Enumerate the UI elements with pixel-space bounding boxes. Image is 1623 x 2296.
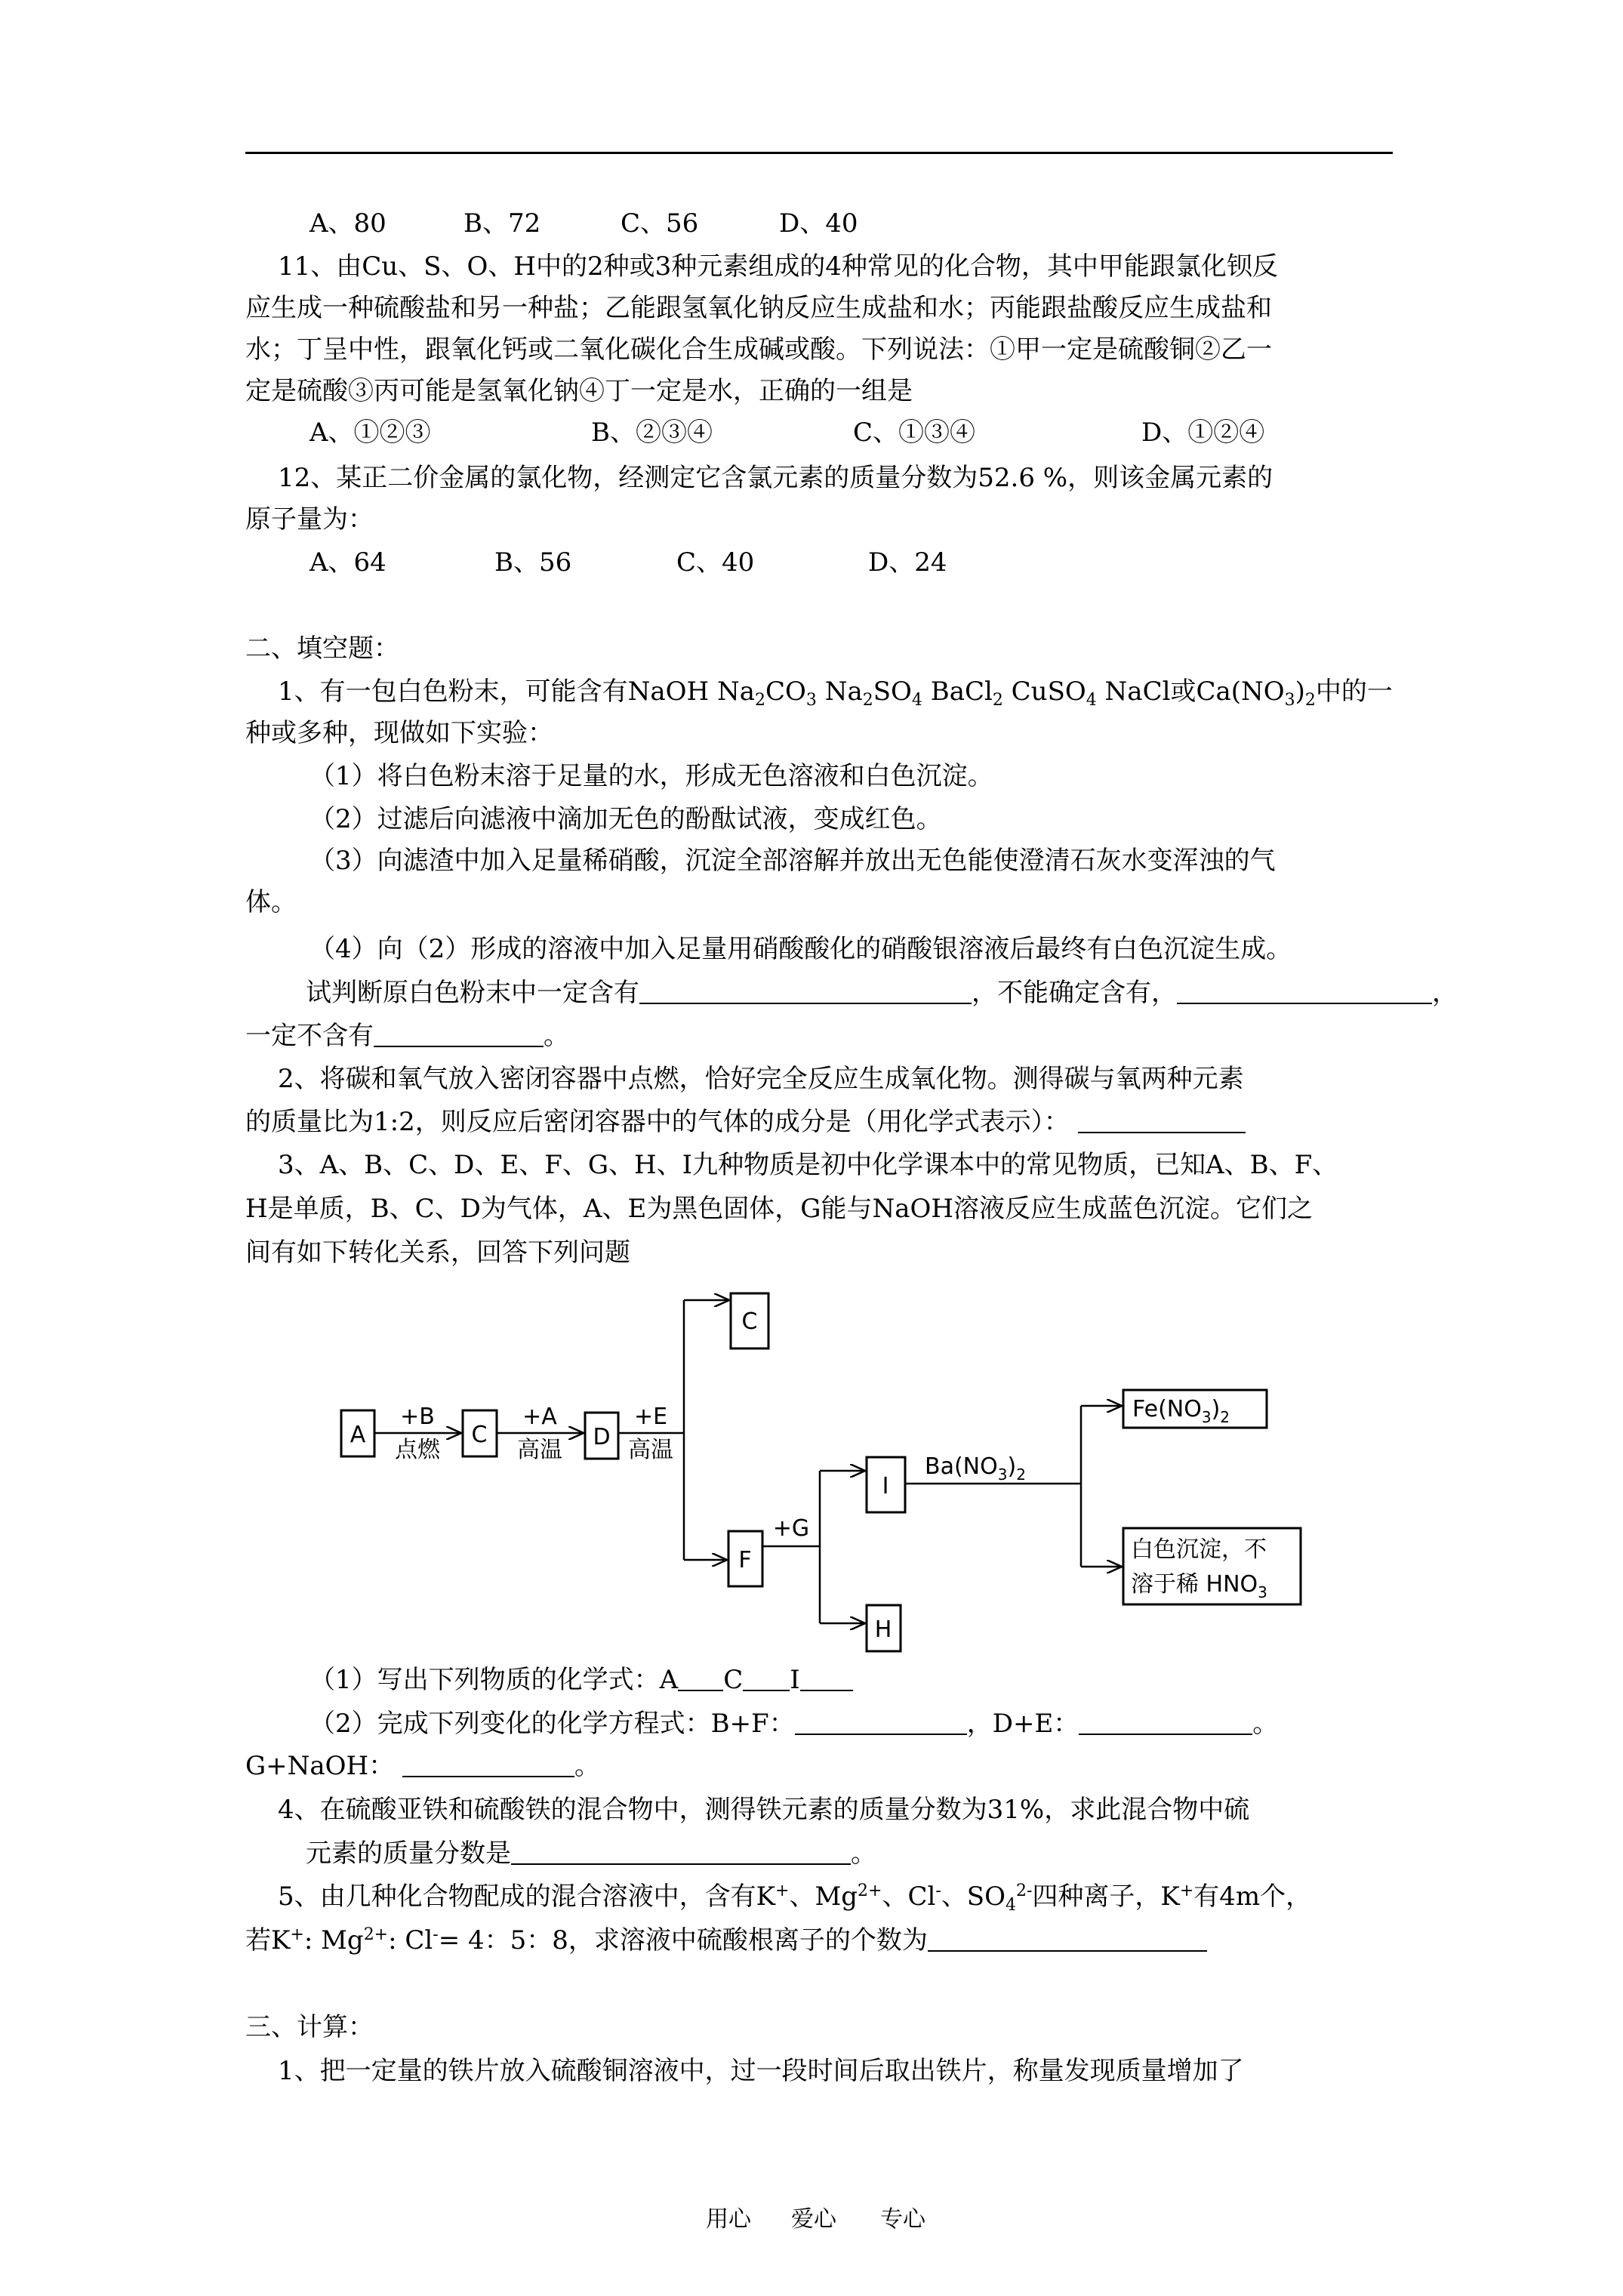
fill-3-q1: （1）写出下列物质的化学式：A C I xyxy=(310,1664,853,1696)
label-ignite: 点燃 xyxy=(395,1437,440,1463)
label-high-temp-2: 高温 xyxy=(628,1437,673,1463)
label-white-precipitate-1: 白色沉淀，不 xyxy=(1131,1536,1267,1563)
answer-blank-g-naoh[interactable] xyxy=(402,1750,574,1777)
fill-1-judge: 试判断原白色粉末中一定含有 ，不能确定含有， ， xyxy=(306,978,1458,1008)
answer-blank-a[interactable] xyxy=(678,1664,723,1691)
fill-3-line-1: 3、A、B、C、D、E、F、G、H、I九种物质是初中化学课本中的常见物质，已知A、B、F、 xyxy=(278,1150,1338,1180)
q10-option-d: D、40 xyxy=(779,208,858,239)
label-a: A xyxy=(350,1422,366,1448)
label-d: D xyxy=(593,1424,611,1450)
footer-word-1: 用心 xyxy=(706,2206,751,2233)
q11-line-2: 应生成一种硫酸盐和另一种盐；乙能跟氢氧化钠反应生成盐和水；丙能跟盐酸反应生成盐和 xyxy=(245,293,1272,323)
q12-option-d: D、24 xyxy=(868,547,947,578)
fill-1-step-3-cont: 体。 xyxy=(245,887,297,917)
fill-1-line-1: 1、有一包白色粉末，可能含有NaOH $Na_2CO_3$ $Na_2SO_4$ BaCl$_2$ CuSO$_4$ NaCl或$Ca(NO_3)_2$中的一 xyxy=(278,676,1393,710)
answer-blank-b-plus-f[interactable] xyxy=(795,1708,967,1735)
q11-line-1: 11、由Cu、S、O、H中的2种或3种元素组成的4种常见的化合物，其中甲能跟氯化钡反 xyxy=(278,251,1278,282)
fill-5-line-2: 若K+: $Mg^{2+}$: Cl-= 4：5：8，求溶液中硫酸根离子的个数为 xyxy=(245,1925,1207,1956)
label-c-top: C xyxy=(741,1308,758,1335)
q10-option-a: A、80 xyxy=(310,208,387,239)
label-plus-g: +G xyxy=(772,1515,810,1542)
fill-1-line-2: 种或多种，现做如下实验： xyxy=(245,718,553,748)
fill-3-q2: （2）完成下列变化的化学方程式：B+F： ，D+E： 。 xyxy=(310,1709,1279,1739)
label-f: F xyxy=(738,1547,752,1573)
fill-3-line-3: 间有如下转化关系，回答下列问题 xyxy=(245,1237,630,1268)
label-plus-e: +E xyxy=(633,1404,668,1430)
label-plus-a: +A xyxy=(522,1404,557,1430)
answer-blank-c[interactable] xyxy=(743,1664,790,1691)
label-high-temp-1: 高温 xyxy=(517,1437,562,1463)
label-barium-nitrate: $Ba(NO_3)_2$ xyxy=(925,1453,1026,1484)
q12-line-1: 12、某正二价金属的氯化物，经测定它含氯元素的质量分数为52.6 %，则该金属元素的 xyxy=(278,463,1273,493)
label-i: I xyxy=(882,1473,889,1499)
q12-option-a: A、64 xyxy=(310,547,387,578)
fill-4-line-2: 元素的质量分数是 。 xyxy=(306,1838,876,1869)
q12-option-b: B、56 xyxy=(494,547,572,578)
section-2-title: 二、填空题： xyxy=(245,633,399,664)
q11-option-a: A、①②③ xyxy=(310,418,431,448)
footer-word-3: 专心 xyxy=(880,2206,925,2233)
label-c: C xyxy=(471,1422,488,1448)
q10-option-b: B、72 xyxy=(463,208,541,239)
fill-2-line-2: 的质量比为1:2，则反应后密闭容器中的气体的成分是（用化学式表示）： xyxy=(245,1106,1246,1138)
section-3-title: 三、计算： xyxy=(245,2012,374,2042)
answer-blank-d-plus-e[interactable] xyxy=(1079,1708,1252,1735)
fill-1-step-2: （2）过滤后向滤液中滴加无色的酚酞试液，变成红色。 xyxy=(310,804,942,834)
q12-line-2: 原子量为： xyxy=(245,504,374,535)
q11-option-b: B、②③④ xyxy=(591,418,713,448)
fill-5-line-1: 5、由几种化合物配成的混合溶液中，含有K+、$Mg^{2+}$、Cl-、$SO_4^{2-}$四种离子，K+有4m个， xyxy=(278,1881,1312,1915)
fill-2-line-1: 2、将碳和氧气放入密闭容器中点燃，恰好完全反应生成氧化物。测得碳与氧两种元素 xyxy=(278,1064,1244,1094)
label-h: H xyxy=(874,1616,892,1643)
q12-option-c: C、40 xyxy=(676,547,755,578)
fill-1-step-3: （3）向滤渣中加入足量稀硝酸，沉淀全部溶解并放出无色能使澄清石灰水变浑浊的气 xyxy=(310,846,1276,876)
fill-3-line-2: H是单质，B、C、D为气体，A、E为黑色固体，G能与NaOH溶液反应生成蓝色沉淀。它们之 xyxy=(245,1194,1313,1224)
answer-blank-sulfate-count[interactable] xyxy=(928,1925,1207,1952)
fill-1-step-4: （4）向（2）形成的溶液中加入足量用硝酸酸化的硝酸银溶液后最终有白色沉淀生成。 xyxy=(310,934,1292,964)
fill-1-step-1: （1）将白色粉末溶于足量的水，形成无色溶液和白色沉淀。 xyxy=(310,761,993,791)
q10-option-c: C、56 xyxy=(621,208,699,239)
calc-1-line-1: 1、把一定量的铁片放入硫酸铜溶液中，过一段时间后取出铁片，称量发现质量增加了 xyxy=(278,2056,1244,2086)
footer-word-2: 爱心 xyxy=(791,2206,836,2233)
label-white-precipitate-2: 溶于稀 $HNO_3$ xyxy=(1131,1571,1267,1601)
q11-line-4: 定是硫酸③丙可能是氢氧化钠④丁一定是水，正确的一组是 xyxy=(245,376,913,406)
answer-blank-sulfur[interactable] xyxy=(511,1838,851,1865)
fill-1-judge-2: 一定不含有 。 xyxy=(245,1021,569,1051)
q11-line-3: 水；丁呈中性，跟氧化钙或二氧化碳化合生成碱或酸。下列说法：①甲一定是硫酸铜②乙一 xyxy=(245,334,1272,365)
label-fe-nitrate: $Fe(NO_3)_2$ xyxy=(1132,1396,1230,1426)
q11-option-c: C、①③④ xyxy=(853,418,976,448)
fill-4-line-1: 4、在硫酸亚铁和硫酸铁的混合物中，测得铁元素的质量分数为31%，求此混合物中硫 xyxy=(278,1795,1250,1825)
answer-blank-i[interactable] xyxy=(800,1664,853,1691)
fill-3-q3: G+NaOH： 。 xyxy=(245,1751,601,1781)
q11-option-d: D、①②④ xyxy=(1141,418,1265,448)
label-plus-b: +B xyxy=(400,1404,435,1430)
